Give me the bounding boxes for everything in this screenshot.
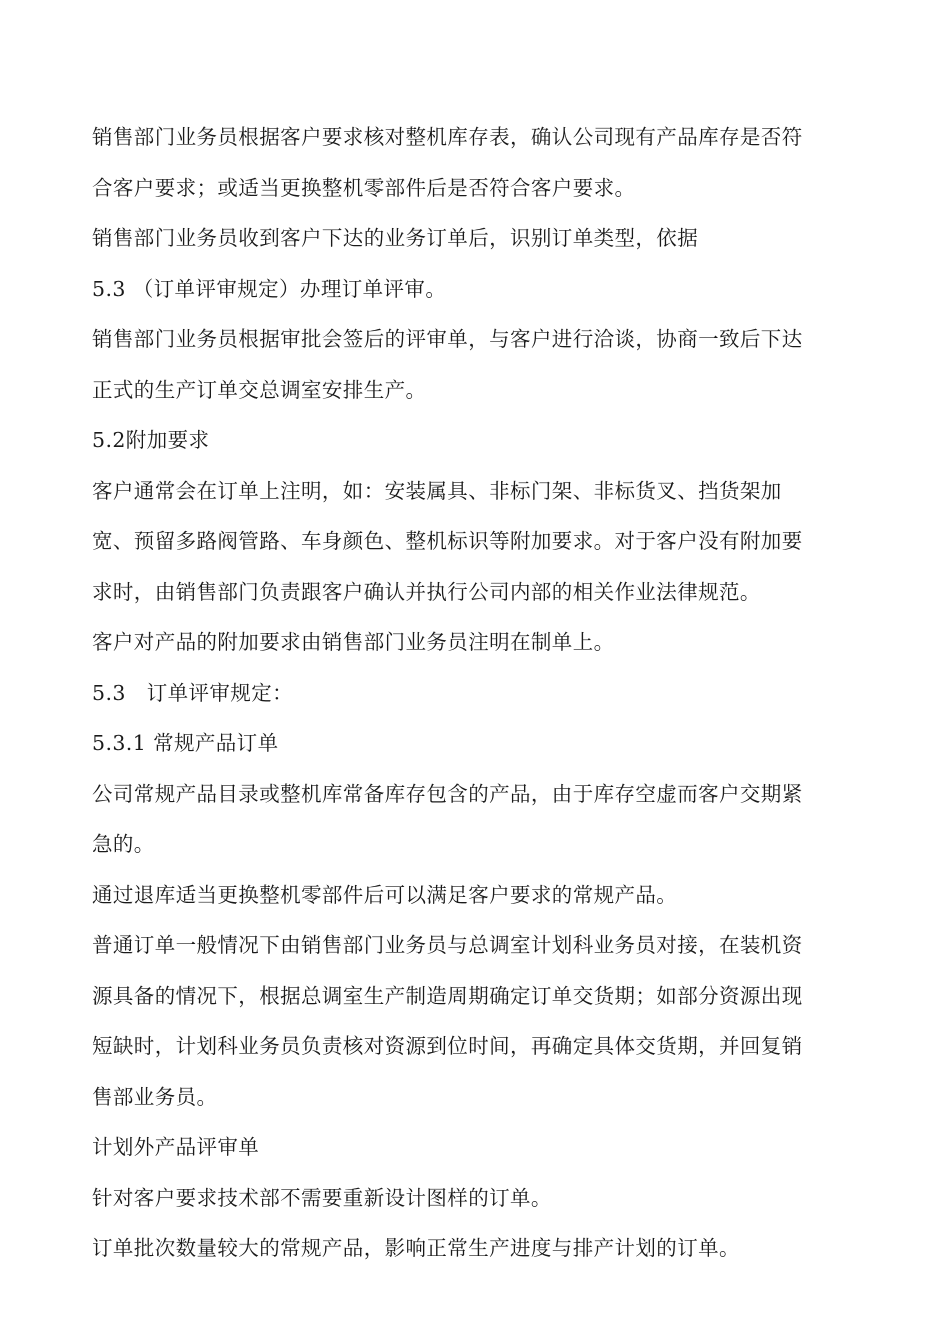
text-line: 客户通常会在订单上注明，如：安装属具、非标门架、非标货叉、挡货架加 bbox=[92, 478, 782, 503]
text-line: 售部业务员。 bbox=[92, 1084, 218, 1109]
section-heading: 5.3 订单评审规定： bbox=[92, 680, 294, 705]
subsection-heading: 计划外产品评审单 bbox=[92, 1135, 260, 1159]
text-line: 公司常规产品目录或整机库常备库存包含的产品，由于库存空虚而客户交期紧 bbox=[92, 781, 803, 806]
document-body bbox=[92, 112, 862, 1274]
text-line: 正式的生产订单交总调室安排生产。 bbox=[92, 377, 427, 402]
text-line: 销售部门业务员根据审批会签后的评审单，与客户进行洽谈，协商一致后下达 bbox=[92, 327, 803, 351]
text-line: 短缺时，计划科业务员负责核对资源到位时间，再确定具体交货期，并回复销 bbox=[92, 1034, 803, 1058]
text-line: 宽、预留多路阀管路、车身颜色、整机标识等附加要求。对于客户没有附加要 bbox=[92, 529, 803, 553]
text-line: 客户对产品的附加要求由销售部门业务员注明在制单上。 bbox=[92, 630, 615, 654]
text-line: 针对客户要求技术部不需要重新设计图样的订单。 bbox=[92, 1185, 552, 1210]
text-line: 普通订单一般情况下由销售部门业务员与总调室计划科业务员对接，在装机资 bbox=[92, 933, 803, 957]
subsection-heading: 5.3.1 常规产品订单 bbox=[92, 731, 279, 755]
text-line: 合客户要求；或适当更换整机零部件后是否符合客户要求。 bbox=[92, 175, 636, 200]
text-line: 销售部门业务员根据客户要求核对整机库存表，确认公司现有产品库存是否符 bbox=[92, 125, 803, 149]
section-reference-line: 5.3 （订单评审规定）办理订单评审。 bbox=[92, 276, 447, 301]
section-heading: 5.2附加要求 bbox=[92, 428, 210, 452]
text-line: 订单批次数量较大的常规产品，影响正常生产进度与排产计划的订单。 bbox=[92, 1236, 740, 1260]
text-line: 销售部门业务员收到客户下达的业务订单后，识别订单类型，依据 bbox=[92, 226, 699, 250]
text-line: 求时，由销售部门负责跟客户确认并执行公司内部的相关作业法律规范。 bbox=[92, 579, 761, 604]
text-line: 急的。 bbox=[92, 832, 155, 856]
text-line: 通过退库适当更换整机零部件后可以满足客户要求的常规产品。 bbox=[92, 882, 678, 907]
text-line: 源具备的情况下，根据总调室生产制造周期确定订单交货期；如部分资源出现 bbox=[92, 983, 803, 1008]
